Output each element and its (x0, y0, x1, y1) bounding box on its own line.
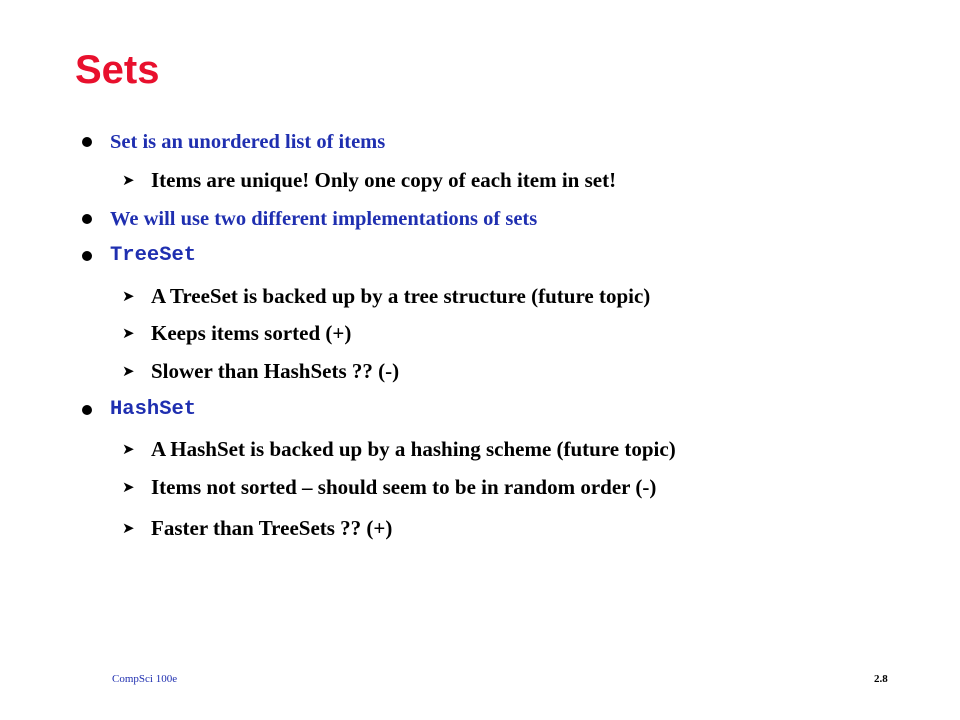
code-bullet-text: TreeSet (110, 244, 197, 267)
round-bullet-icon (82, 251, 92, 261)
arrowhead-bullet-icon: ➤ (122, 171, 135, 189)
code-bullet-text: HashSet (110, 398, 197, 421)
arrowhead-bullet-icon: ➤ (122, 362, 135, 380)
round-bullet-icon (82, 405, 92, 415)
sub-bullet-text: Items are unique! Only one copy of each item in set! (151, 168, 617, 192)
arrowhead-bullet-icon: ➤ (122, 519, 135, 537)
arrowhead-bullet-icon: ➤ (122, 287, 135, 305)
arrowhead-bullet-icon: ➤ (122, 478, 135, 496)
sub-bullet-text: Faster than TreeSets ?? (+) (151, 516, 393, 540)
round-bullet-icon (82, 214, 92, 224)
sub-bullet-text: A TreeSet is backed up by a tree structure (future topic) (151, 284, 651, 308)
arrowhead-bullet-icon: ➤ (122, 440, 135, 458)
sub-bullet-text: Slower than HashSets ?? (-) (151, 359, 400, 383)
sub-bullet-text: Keeps items sorted (+) (151, 321, 352, 345)
bullet-text: We will use two different implementations of sets (110, 208, 538, 230)
slide-title: Sets (75, 48, 160, 92)
bullet-text: Set is an unordered list of items (110, 131, 386, 153)
arrowhead-bullet-icon: ➤ (122, 324, 135, 342)
sub-bullet-text: Items not sorted – should seem to be in random order (-) (151, 475, 657, 499)
footer-course: CompSci 100e (112, 673, 178, 685)
round-bullet-icon (82, 137, 92, 147)
footer-page-number: 2.8 (874, 673, 888, 685)
sub-bullet-text: A HashSet is backed up by a hashing scheme (future topic) (151, 437, 676, 461)
